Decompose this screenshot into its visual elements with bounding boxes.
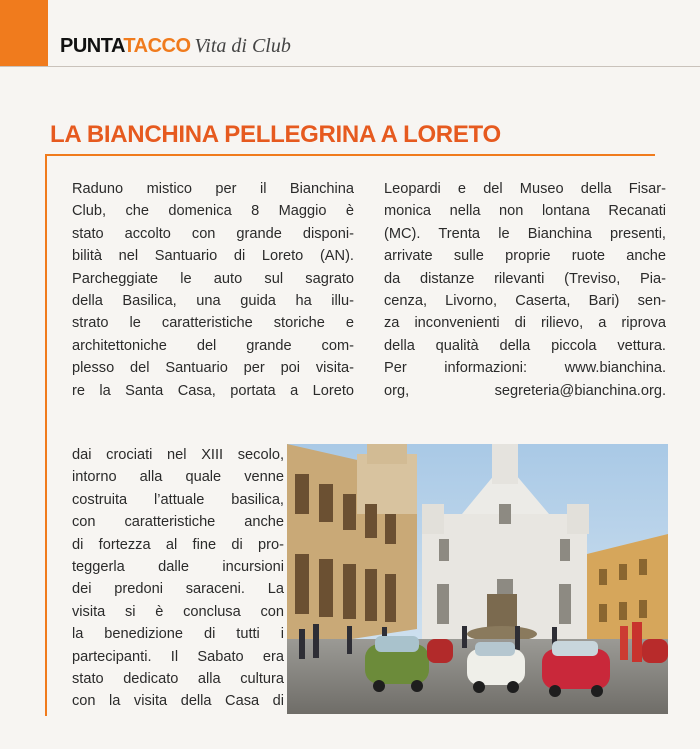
text-line: dei predoni saraceni. La [72, 581, 284, 598]
text-line: visita si è conclusa con [72, 603, 284, 620]
text-line: arrivate sulle proprie ruote anche [384, 248, 666, 265]
title-divider [45, 154, 655, 156]
text-line: Parcheggiate le auto sul sagrato [72, 270, 354, 287]
text-line: Club, che domenica 8 Maggio è [72, 203, 354, 220]
basilica-photo [287, 444, 668, 714]
brand-header [60, 36, 291, 56]
page-header [0, 0, 700, 67]
text-line: Leopardi e del Museo della Fisar- [384, 181, 666, 197]
text-line: con caratteristiche anche [72, 514, 284, 531]
text-line: dai crociati nel XIII secolo, [72, 447, 284, 463]
text-line: costruita l’attuale basilica, [72, 491, 284, 508]
text-line: strato le caratteristiche storiche e [72, 315, 354, 332]
section-color-tab [0, 0, 48, 66]
text-line: intorno alla quale venne [72, 469, 284, 486]
text-line: Raduno mistico per il Bianchina [72, 181, 354, 197]
text-line: stato dedicato alla cultura [72, 671, 284, 688]
article-column-1-wrap [72, 444, 284, 713]
text-line: za inconvenienti di rilievo, a riprova [384, 315, 666, 332]
text-line: Per informazioni: www.bianchina. [384, 360, 666, 377]
article-column-1 [72, 178, 354, 402]
text-line: cenza, Livorno, Caserta, Bari) sen- [384, 293, 666, 310]
text-line: architettoniche del grande com- [72, 337, 354, 354]
brand-part1: PUNTA [60, 35, 124, 57]
text-line: stato accolto con grande disponi- [72, 225, 354, 242]
text-line: da distanze rilevanti (Treviso, Pia- [384, 270, 666, 287]
text-line: (MC). Trenta le Bianchina presenti, [384, 225, 666, 242]
text-line: bilità nel Santuario di Loreto (AN). [72, 248, 354, 265]
text-line: di fortezza al fine di pro- [72, 536, 284, 553]
left-accent-rule [45, 156, 47, 716]
photo-basilica-icon [287, 444, 668, 714]
brand-part2: TACCO [123, 35, 191, 57]
text-line: la benedizione di tutti i [72, 626, 284, 643]
text-line: org, segreteria@bianchina.org. [384, 382, 666, 399]
text-line: della Basilica, una guida ha illu- [72, 293, 354, 310]
section-name: Vita di Club [194, 35, 291, 57]
text-line: teggerla dalle incursioni [72, 559, 284, 576]
text-line: re la Santa Casa, portata a Loreto [72, 382, 354, 399]
text-line: plesso del Santuario per poi visita- [72, 360, 354, 377]
text-line: della qualità della piccola vettura. [384, 337, 666, 354]
article-title: LA BIANCHINA PELLEGRINA A LORETO [50, 121, 501, 148]
text-line: con la visita della Casa di [72, 693, 284, 710]
article-column-2 [384, 178, 666, 402]
text-line: partecipanti. Il Sabato era [72, 648, 284, 665]
text-line: monica nella non lontana Recanati [384, 203, 666, 220]
